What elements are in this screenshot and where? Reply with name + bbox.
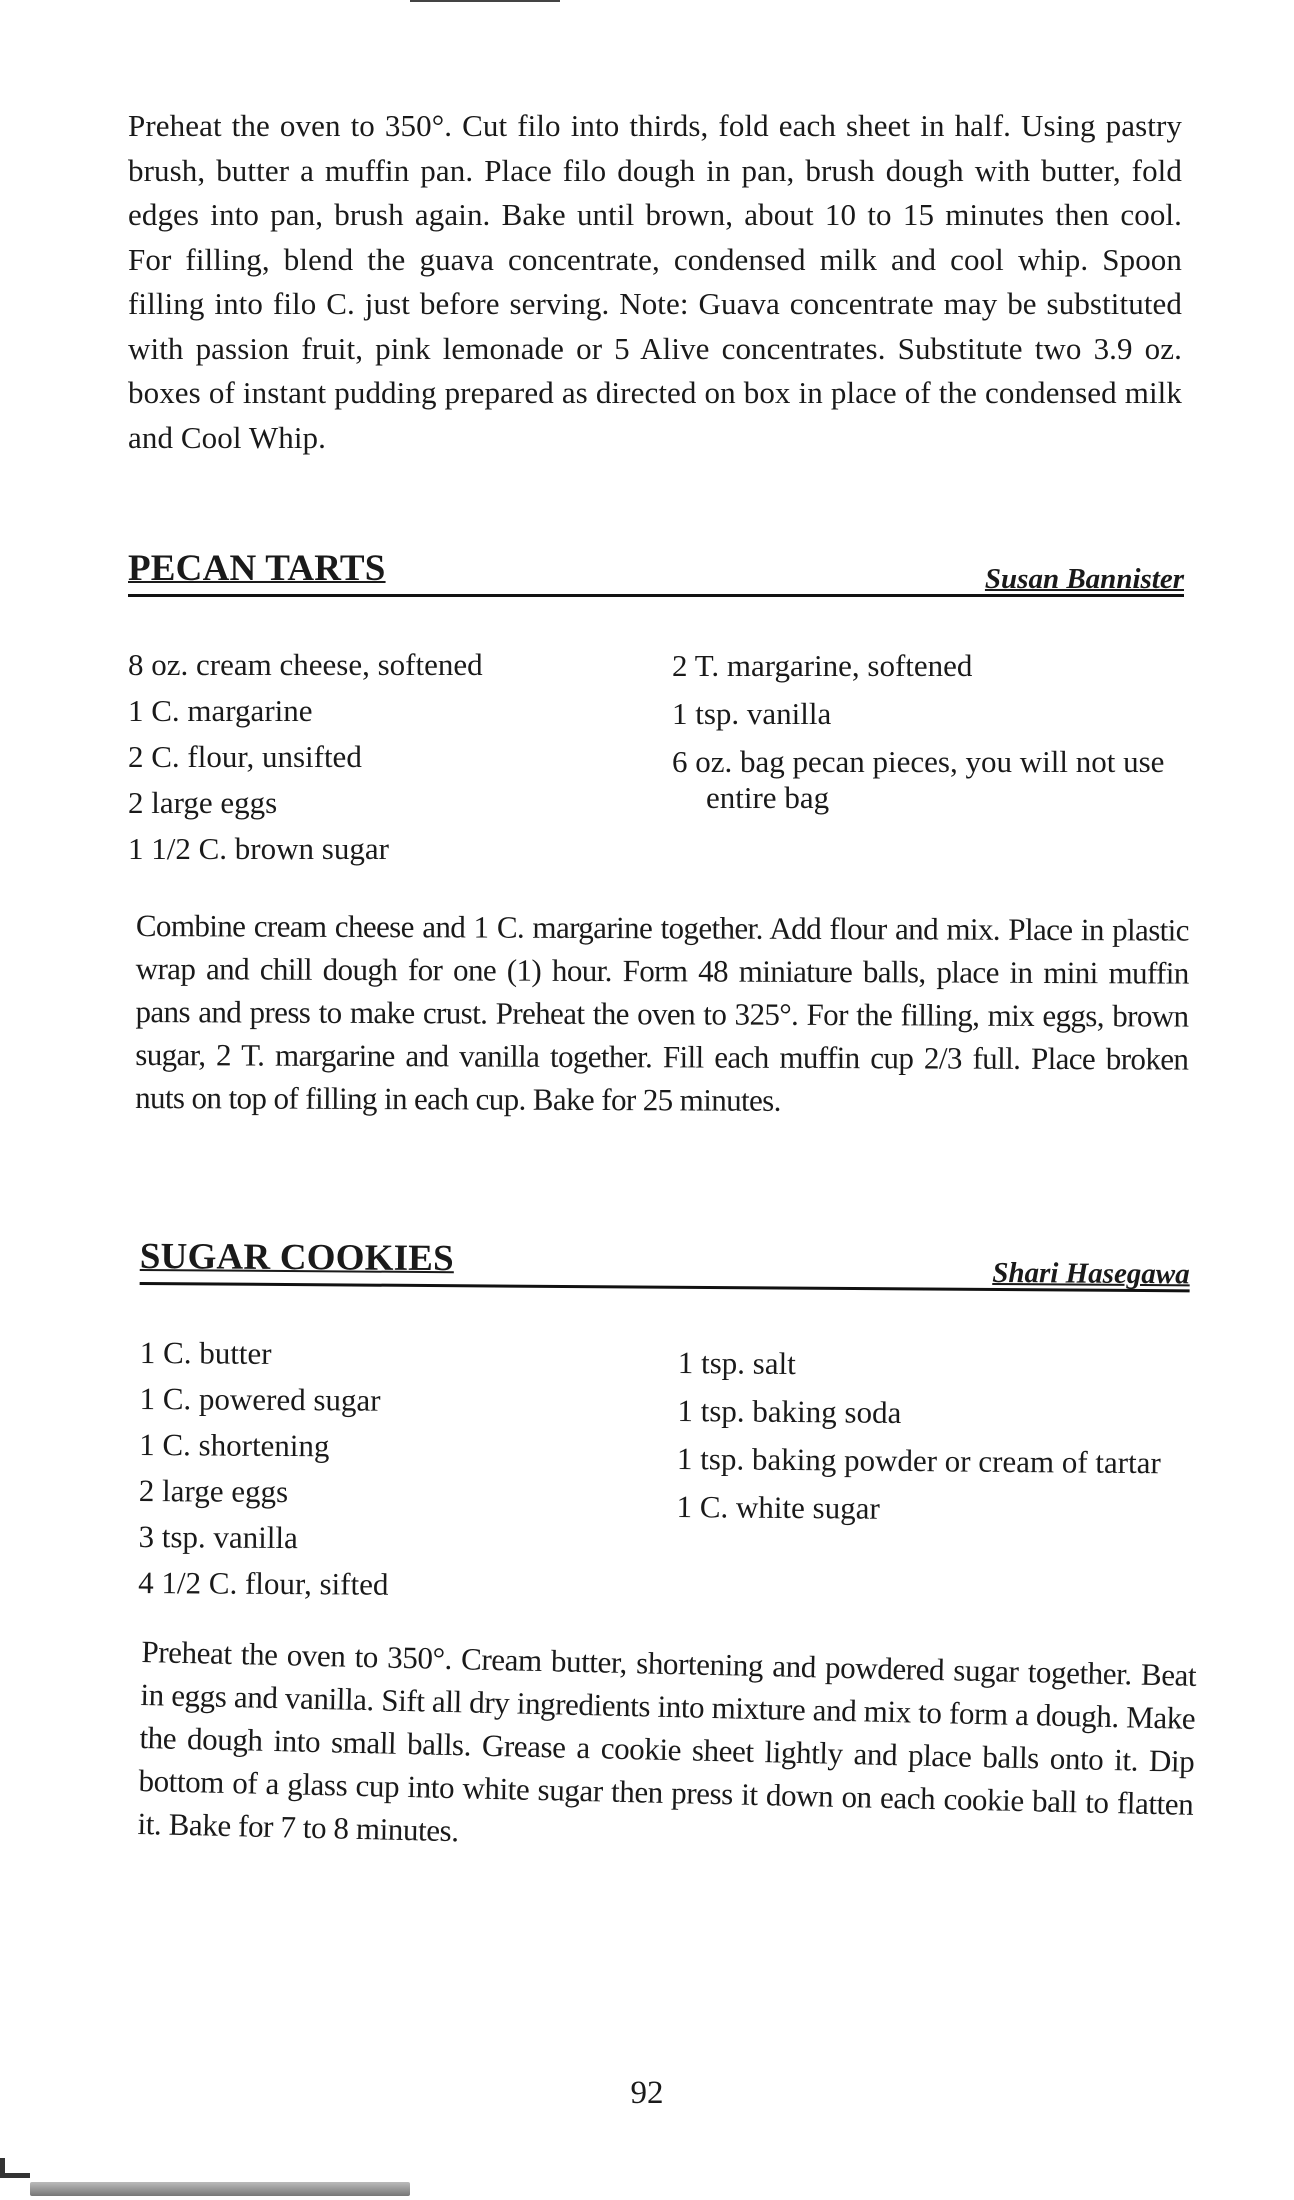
recipe-title: SUGAR COOKIES [139,1235,455,1280]
ingredient-item: 1 tsp. baking powder or cream of tartar [676,1440,1161,1481]
ingredients-right-column [672,648,1192,828]
recipe-header-sugar-cookies [140,1232,1190,1292]
ingredient-item: 1 C. powered sugar [139,1380,381,1418]
ingredient-item: 1 C. white sugar [676,1488,880,1526]
ingredient-item: 1 tsp. baking soda [677,1392,902,1430]
recipe-author: Shari Hasegawa [992,1256,1190,1291]
ingredient-item: 8 oz. cream cheese, softened [128,647,483,682]
recipe-header-pecan-tarts [128,544,1184,597]
ingredient-item: 2 C. flour, unsifted [128,739,362,774]
recipe-directions: Combine cream cheese and 1 C. margarine together. Add flour and mix. Place in plastic wrap and chill dough for one (1) hour. Form 48 miniature balls, place in mini muffin pans and press to make crust. Preheat the oven to 325°. For the filling, mix eggs, brown sugar, 2 T. margarine and vanilla together. Fill each muffin cup 2/3 full. Place broken nuts on top of filling in each cup. Bake for 25 minutes. [135,907,1189,1118]
ingredient-item: 6 oz. bag pecan pieces, you will not use entire bag [672,744,1165,815]
ingredient-item: 1 C. butter [139,1334,272,1371]
ingredient-item: 2 large eggs [128,785,278,820]
ingredients-right-column [676,1345,1168,1541]
scan-bottom-edge [30,2182,410,2196]
top-edge-rule [410,0,560,2]
ingredient-item: 1 tsp. salt [677,1345,796,1382]
ingredient-item: 1 C. shortening [139,1426,330,1464]
ingredient-item: 1 C. margarine [128,693,313,728]
ingredient-item: 3 tsp. vanilla [138,1518,298,1556]
ingredient-item: 1 tsp. vanilla [672,696,832,731]
ingredient-item: 4 1/2 C. flour, sifted [138,1564,389,1602]
ingredients-left-column [138,1330,660,1610]
recipe-author: Susan Bannister [984,563,1184,595]
recipe-directions: Preheat the oven to 350°. Cream butter, shortening and powdered sugar together. Beat in eggs and vanilla. Sift all dry ingredients into mixture and mix to form a dough. Make the dough into small balls. Grease a cookie sheet lightly and place balls onto it. Dip bottom of a glass cup into white sugar then press it down on each cookie ball to flatten it. Bake for 7 to 8 minutes. [137,1633,1197,1849]
intro-directions-paragraph: Preheat the oven to 350°. Cut filo into thirds, fold each sheet in half. Using pastry brush, butter a muffin pan. Place filo dough in pan, brush dough with butter, fold edges into pan, brush again. Bake until brown, about 10 to 15 minutes then cool. For filling, blend the guava concentrate, condensed milk and cool whip. Spoon filling into filo C. just before serving. Note: Guava concentrate may be substituted with passion fruit, pink lemonade or 5 Alive concentrates. Substitute two 3.9 oz. boxes of instant pudding prepared as directed on box in place of the condensed milk and Cool Whip. [128,108,1182,455]
scan-corner-mark [0,2158,30,2178]
ingredients-left-column [128,642,648,872]
ingredient-item: 2 T. margarine, softened [672,648,973,683]
recipe-title: PECAN TARTS [128,548,386,589]
ingredient-item: 1 1/2 C. brown sugar [128,831,389,866]
page-number: 92 [630,2075,664,2111]
ingredient-item: 2 large eggs [138,1472,289,1510]
